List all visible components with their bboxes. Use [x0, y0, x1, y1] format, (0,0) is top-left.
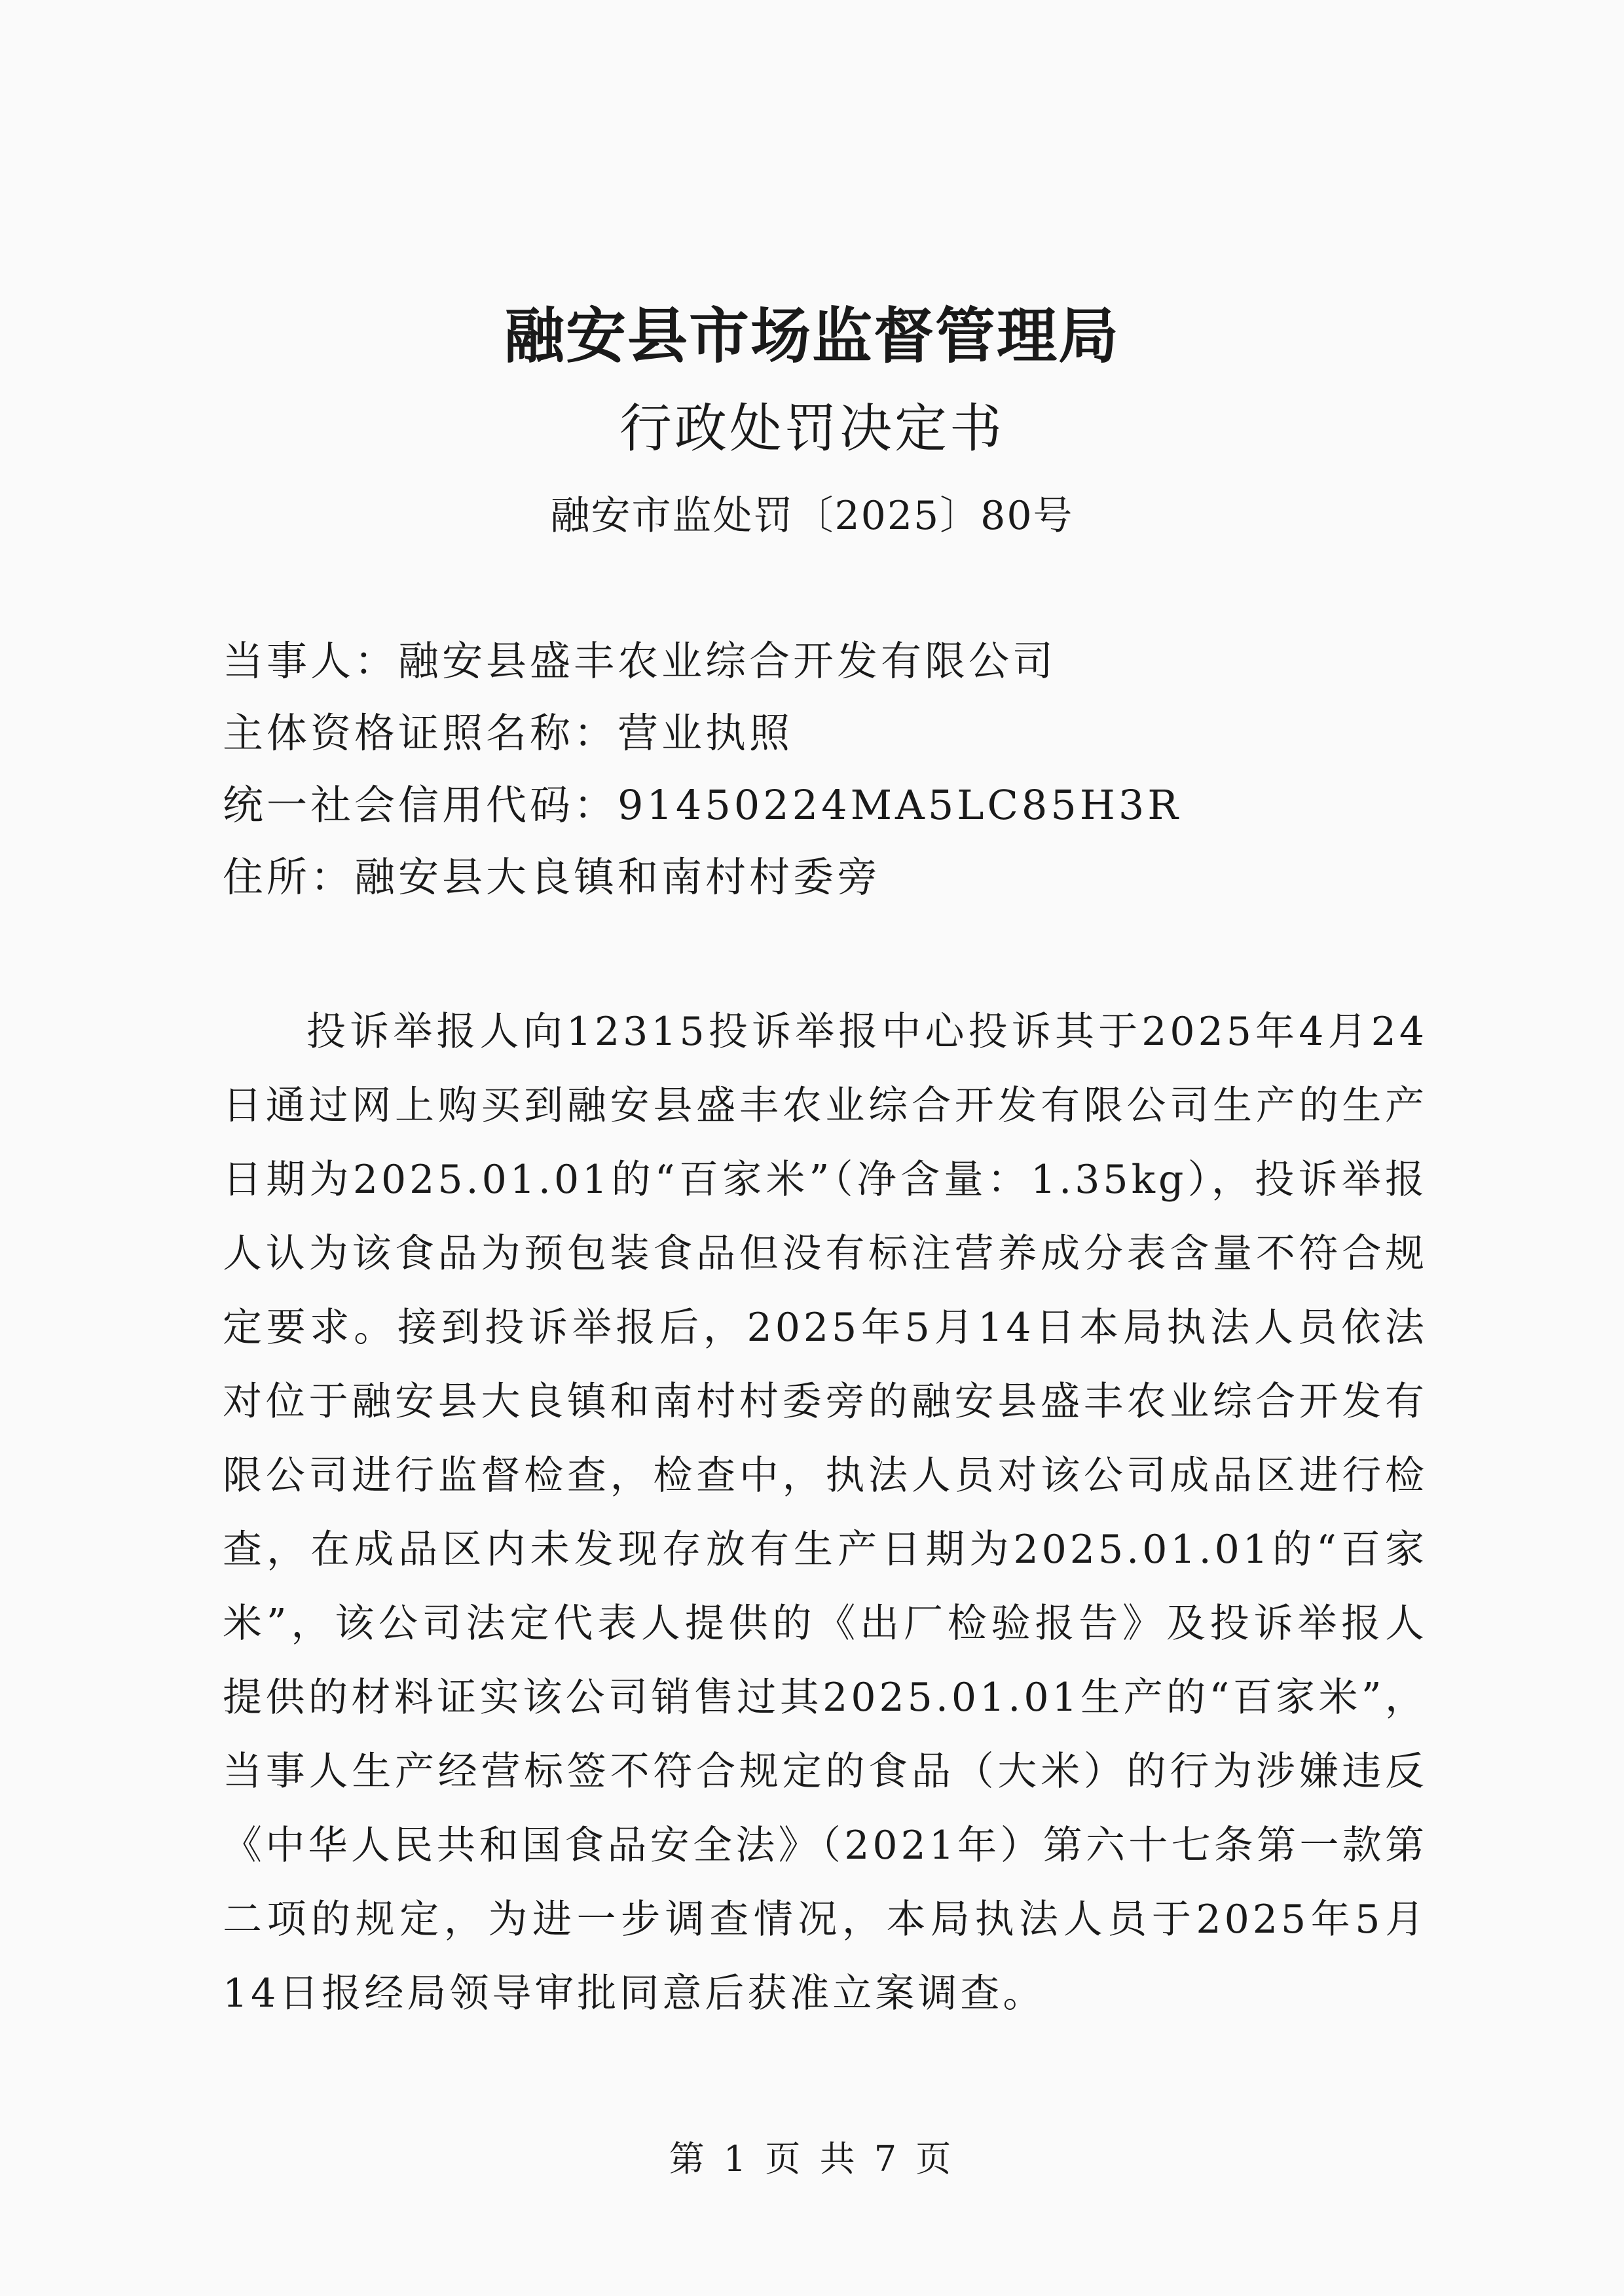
party-credit-code: 统一社会信用代码：91450224MA5LC85H3R [223, 781, 1181, 829]
body-paragraph: 投诉举报人向12315投诉举报中心投诉其于2025年4月24日通过网上购买到融安县盛丰农业综合开发有限公司生产的生产日期为2025.01.01的“百家米”（净含量：1.35kg），投诉举报人认为该食品为预包装食品但没有标注营养成分表含量不符合规定要求。接到投诉举报后，2025年5月14日本局执法人员依法对位于融安县大良镇和南村村委旁的融安县盛丰农业综合开发有限公司进行监督检查，检查中，执法人员对该公司成品区进行检查，在成品区内未发现存放有生产日期为2025.01.01的“百家米”，该公司法定代表人提供的《出厂检验报告》及投诉举报人提供的材料证实该公司销售过其2025.01.01生产的“百家米”，当事人生产经营标签不符合规定的食品（大米）的行为涉嫌违反《中华人民共和国食品安全法》（2021年）第六十七条第一款第二项的规定，为进一步调查情况，本局执法人员于2025年5月14日报经局领导审批同意后获准立案调查。 [223, 1009, 1428, 2016]
organization-title: 融安县市场监督管理局 [504, 301, 1120, 371]
party-info-block [223, 625, 1428, 913]
party-address: 住所：融安县大良镇和南村村委旁 [223, 853, 881, 901]
document-number: 融安市监处罚〔2025〕80号 [550, 493, 1074, 539]
page-indicator: 第 1 页 共 7 页 [669, 2138, 955, 2179]
document-title: 行政处罚决定书 [619, 398, 1005, 459]
party-license-type: 主体资格证照名称：营业执照 [223, 709, 794, 757]
party-name: 当事人：融安县盛丰农业综合开发有限公司 [223, 637, 1057, 685]
